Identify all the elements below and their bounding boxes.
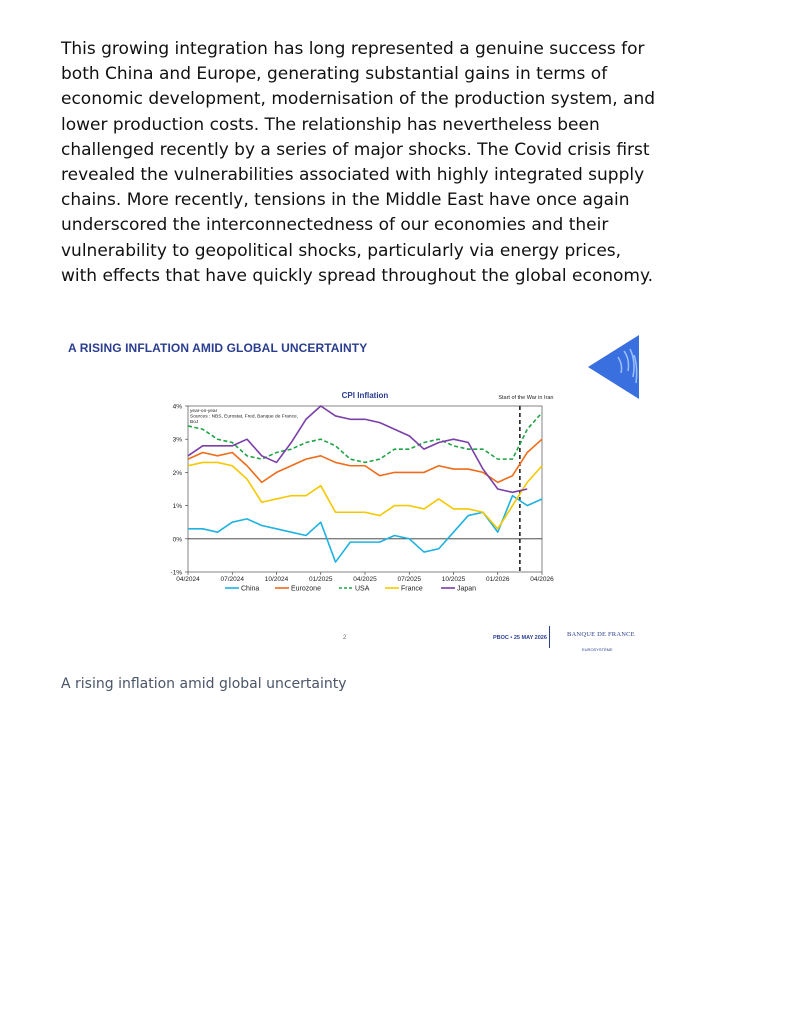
figure-caption: A rising inflation amid global uncertainty xyxy=(61,676,347,692)
chart-note-line: Sources : NBS, Eurostat, Fred, Banque de France, xyxy=(190,414,298,420)
chart-note-line: year-on-year xyxy=(190,409,218,414)
x-tick-label: 07/2024 xyxy=(220,576,244,583)
legend-label-eurozone: Eurozone xyxy=(291,585,321,593)
legend-label-japan: Japan xyxy=(457,585,477,593)
event-label: PBOC • 25 MAY 2026 xyxy=(493,635,547,641)
eurosystem-label: EUROSYSTÈME xyxy=(582,647,613,652)
series-line-china xyxy=(188,496,542,562)
y-tick-label: 0% xyxy=(172,536,182,544)
x-tick-label: 10/2024 xyxy=(264,576,289,583)
y-tick-label: -1% xyxy=(170,569,182,577)
x-tick-label: 04/2024 xyxy=(176,576,200,583)
series-line-usa xyxy=(188,413,542,463)
bank-logo-text: BANQUE DE FRANCE xyxy=(567,631,635,638)
chart-slide xyxy=(61,330,641,660)
chart-title: CPI Inflation xyxy=(341,391,389,400)
y-tick-label: 1% xyxy=(172,503,182,511)
chart-note-line: BoJ xyxy=(190,420,199,425)
cpi-inflation-chart xyxy=(169,387,565,607)
y-tick-label: 2% xyxy=(172,469,182,477)
corner-logo-icon xyxy=(588,335,639,399)
x-tick-label: 04/2026 xyxy=(530,576,554,583)
x-tick-label: 10/2025 xyxy=(441,576,466,583)
y-tick-label: 4% xyxy=(172,403,182,411)
page-number: 2 xyxy=(343,635,347,641)
war-start-annotation: Start of the War in Iran xyxy=(498,395,554,401)
y-tick-label: 3% xyxy=(172,436,182,444)
legend-label-france: France xyxy=(401,585,423,593)
article-paragraph: This growing integration has long represented a genuine success for both China and Europe, generating substantial gains in terms of economic development, modernisation of the production system, and lower production costs. The relationship has nevertheless been challenged recently by a series of major shocks. The Covid crisis first revealed the vulnerabilities associated with highly integrated supply chains. More recently, tensions in the Middle East have once again underscored the interconnectedness of our economies and their vulnerability to geopolitical shocks, particularly via energy prices, with effects that have quickly spread throughout the global economy. xyxy=(61,39,656,286)
x-tick-label: 01/2026 xyxy=(486,576,510,583)
x-tick-label: 07/2025 xyxy=(397,576,421,583)
legend-label-usa: USA xyxy=(355,585,370,593)
series-line-france xyxy=(188,462,542,528)
footer-divider xyxy=(549,626,550,648)
legend-label-china: China xyxy=(241,585,260,593)
x-tick-label: 01/2025 xyxy=(309,576,333,583)
x-tick-label: 04/2025 xyxy=(353,576,377,583)
plot-frame xyxy=(188,406,542,572)
slide-title: A RISING INFLATION AMID GLOBAL UNCERTAINTY xyxy=(68,341,368,355)
